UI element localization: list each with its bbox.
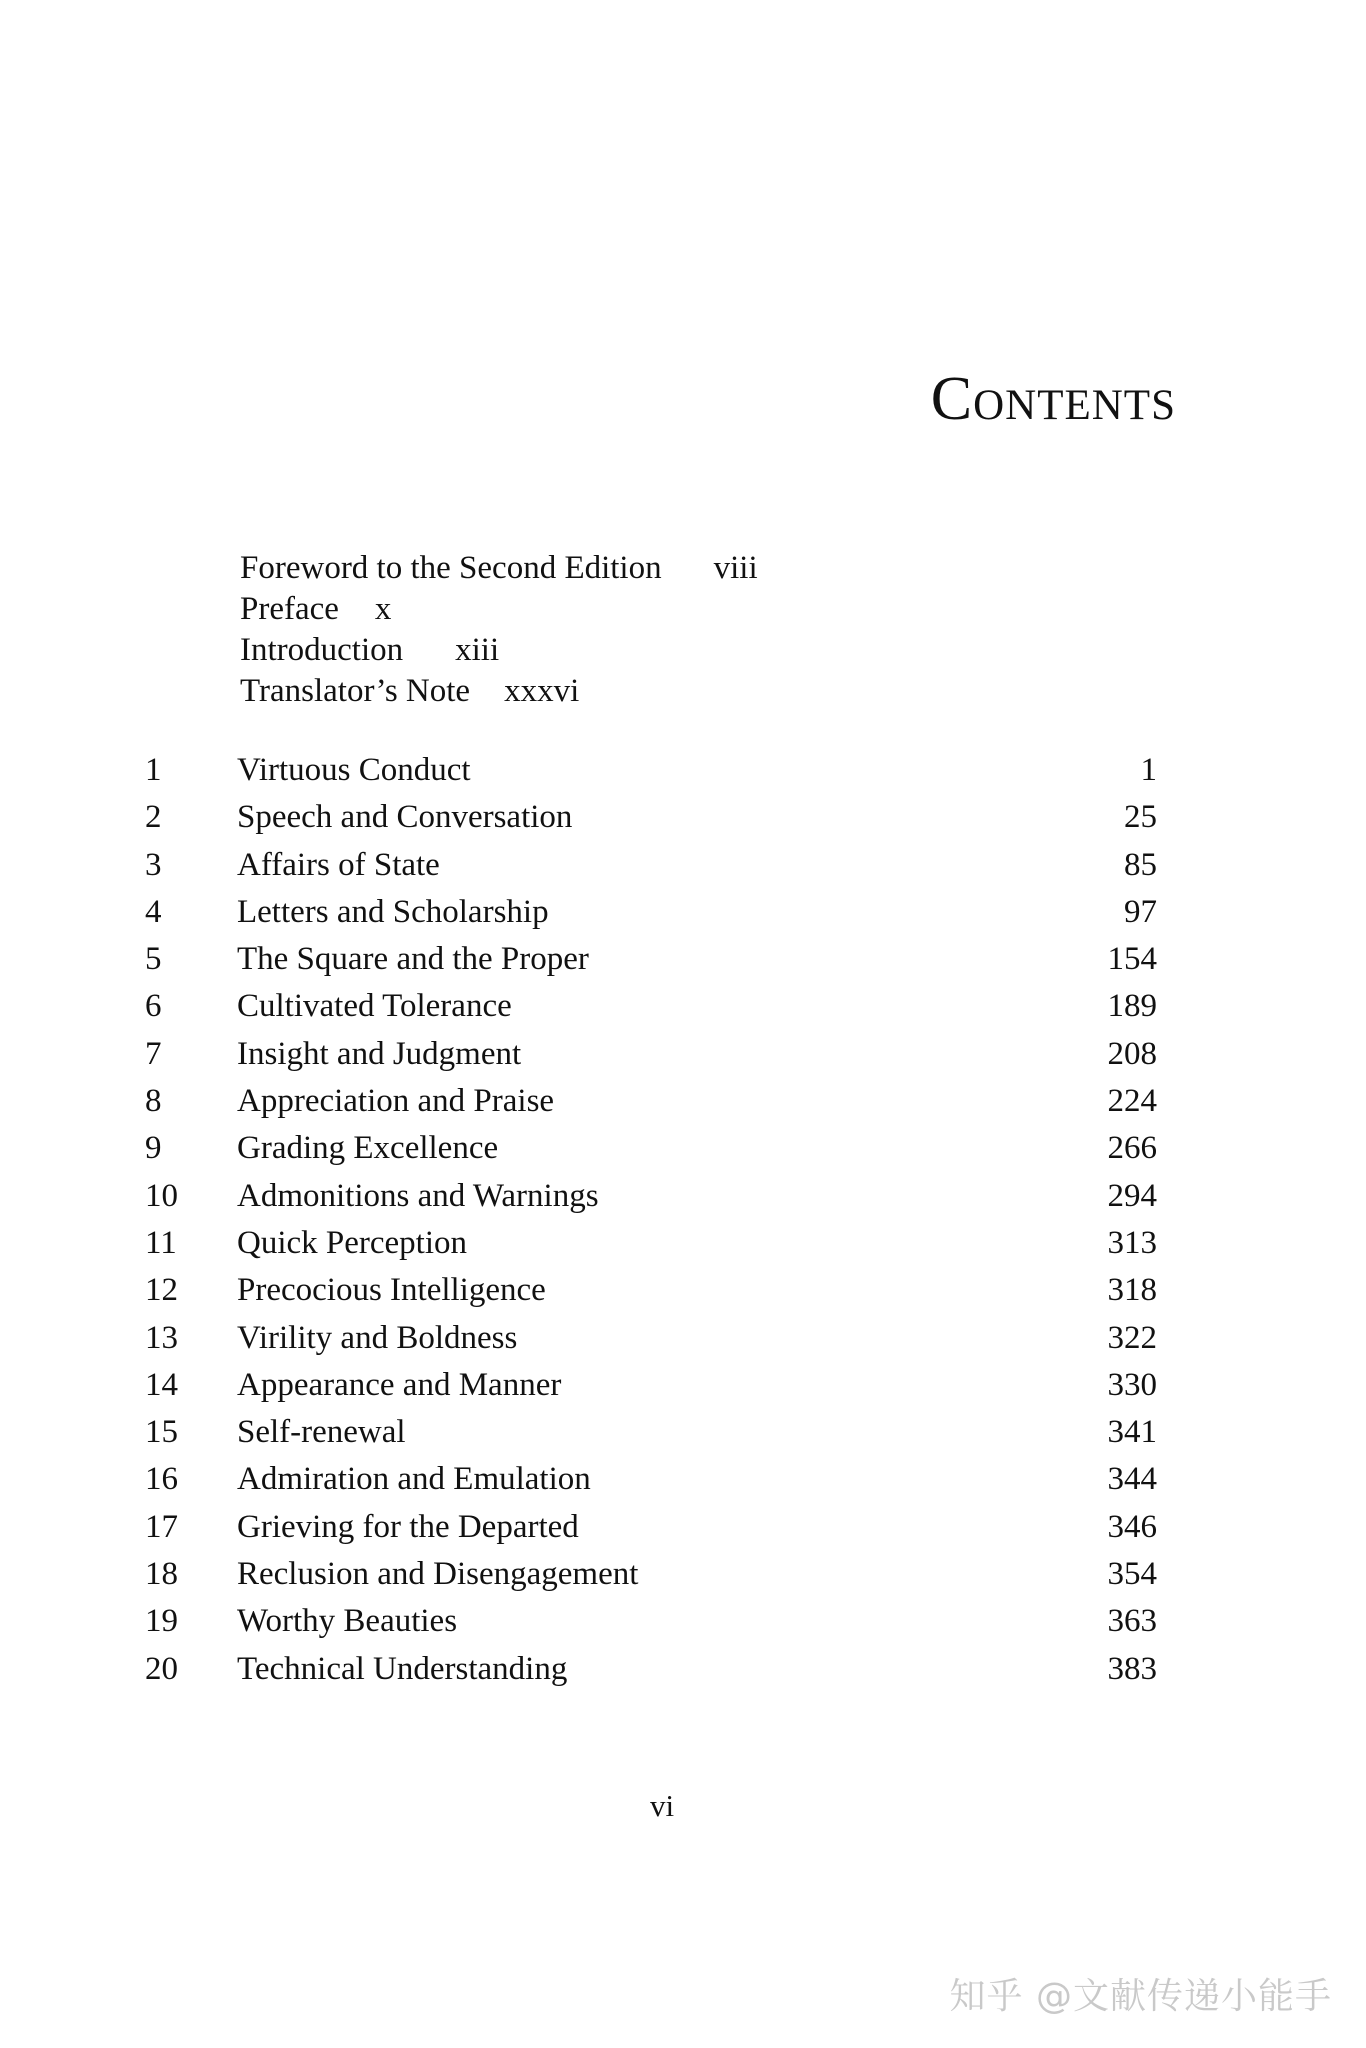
chapter-title: Speech and Conversation [237,799,573,836]
chapter-row [145,1220,1157,1267]
chapter-number: 4 [145,893,162,930]
chapter-page: 322 [1107,1319,1157,1356]
chapter-row [145,1031,1157,1078]
chapter-page: 346 [1107,1508,1157,1545]
chapter-page: 208 [1107,1035,1157,1072]
page-title: Contents [930,365,1176,433]
chapter-page: 344 [1107,1461,1157,1498]
chapter-number: 15 [145,1414,178,1451]
chapter-number: 9 [145,1130,162,1167]
chapter-title: Appearance and Manner [237,1366,562,1403]
chapter-number: 5 [145,941,162,978]
chapter-page: 313 [1107,1224,1157,1261]
front-matter-page: xiii [455,632,500,668]
front-matter-page: xxxvi [504,673,580,709]
chapter-number: 12 [145,1272,178,1309]
chapter-title: Admiration and Emulation [237,1461,591,1498]
chapter-number: 14 [145,1366,178,1403]
chapter-row [145,889,1157,936]
chapter-number: 17 [145,1508,178,1545]
chapter-title: Grieving for the Departed [237,1508,579,1545]
chapter-list [145,747,1157,1693]
chapter-page: 330 [1107,1366,1157,1403]
chapter-title: Precocious Intelligence [237,1272,546,1309]
chapter-title: The Square and the Proper [237,941,589,978]
chapter-row [145,1598,1157,1645]
chapter-row [145,842,1157,889]
chapter-page: 318 [1107,1272,1157,1309]
chapter-number: 8 [145,1083,162,1120]
chapter-row [145,1078,1157,1125]
chapter-row [145,1267,1157,1314]
chapter-page: 354 [1107,1556,1157,1593]
front-matter-page: viii [713,550,758,586]
chapter-number: 1 [145,752,162,788]
chapter-row [145,1646,1157,1693]
chapter-title: Quick Perception [237,1224,468,1261]
chapter-row [145,936,1157,983]
chapter-title: Self-renewal [237,1414,406,1451]
chapter-page: 1 [1140,752,1157,788]
chapter-title: Virtuous Conduct [237,752,471,788]
front-matter-label: Translator’s Note [240,673,471,709]
chapter-number: 20 [145,1650,178,1687]
chapter-number: 16 [145,1461,178,1498]
watermark: 知乎 @文献传递小能手 [949,1976,1332,2017]
chapter-page: 189 [1107,988,1157,1025]
chapter-row [145,1315,1157,1362]
front-matter-label: Preface [240,591,339,627]
front-matter-label: Introduction [240,632,404,668]
front-matter-label: Foreword to the Second Edition [240,550,662,586]
page-number: vi [649,1788,675,1823]
chapter-number: 6 [145,988,162,1025]
front-matter-item [240,548,758,589]
chapter-title: Appreciation and Praise [237,1083,555,1120]
chapter-page: 266 [1107,1130,1157,1167]
chapter-page: 294 [1107,1177,1157,1214]
chapter-row [145,1362,1157,1409]
chapter-page: 154 [1107,941,1157,978]
chapter-row [145,747,1157,794]
chapter-number: 10 [145,1177,178,1214]
chapter-title: Reclusion and Disengagement [237,1556,639,1593]
chapter-title: Worthy Beauties [237,1603,458,1640]
chapter-row [145,1551,1157,1598]
chapter-number: 3 [145,846,162,883]
chapter-page: 25 [1124,799,1157,836]
chapter-row [145,1173,1157,1220]
chapter-title: Virility and Boldness [237,1319,518,1356]
chapter-title: Grading Excellence [237,1130,499,1167]
chapter-page: 363 [1107,1603,1157,1640]
chapter-number: 18 [145,1556,178,1593]
chapter-title: Affairs of State [237,846,440,883]
front-matter-item [240,630,758,671]
front-matter-list [240,548,758,712]
chapter-row [145,983,1157,1030]
chapter-row [145,1504,1157,1551]
chapter-page: 383 [1107,1650,1157,1687]
chapter-row [145,794,1157,841]
chapter-number: 7 [145,1035,162,1072]
chapter-page: 341 [1107,1414,1157,1451]
chapter-number: 11 [145,1224,177,1261]
chapter-title: Letters and Scholarship [237,893,549,930]
front-matter-item [240,671,758,712]
chapter-number: 19 [145,1603,178,1640]
chapter-number: 2 [145,799,162,836]
front-matter-page: x [374,591,392,627]
chapter-page: 224 [1107,1083,1157,1120]
chapter-title: Cultivated Tolerance [237,988,512,1025]
chapter-title: Admonitions and Warnings [237,1177,599,1214]
chapter-title: Technical Understanding [237,1650,568,1687]
chapter-number: 13 [145,1319,178,1356]
chapter-title: Insight and Judgment [237,1035,522,1072]
chapter-row [145,1409,1157,1456]
chapter-page: 97 [1124,893,1157,930]
chapter-row [145,1456,1157,1503]
front-matter-item [240,589,758,630]
chapter-page: 85 [1124,846,1157,883]
chapter-row [145,1125,1157,1172]
